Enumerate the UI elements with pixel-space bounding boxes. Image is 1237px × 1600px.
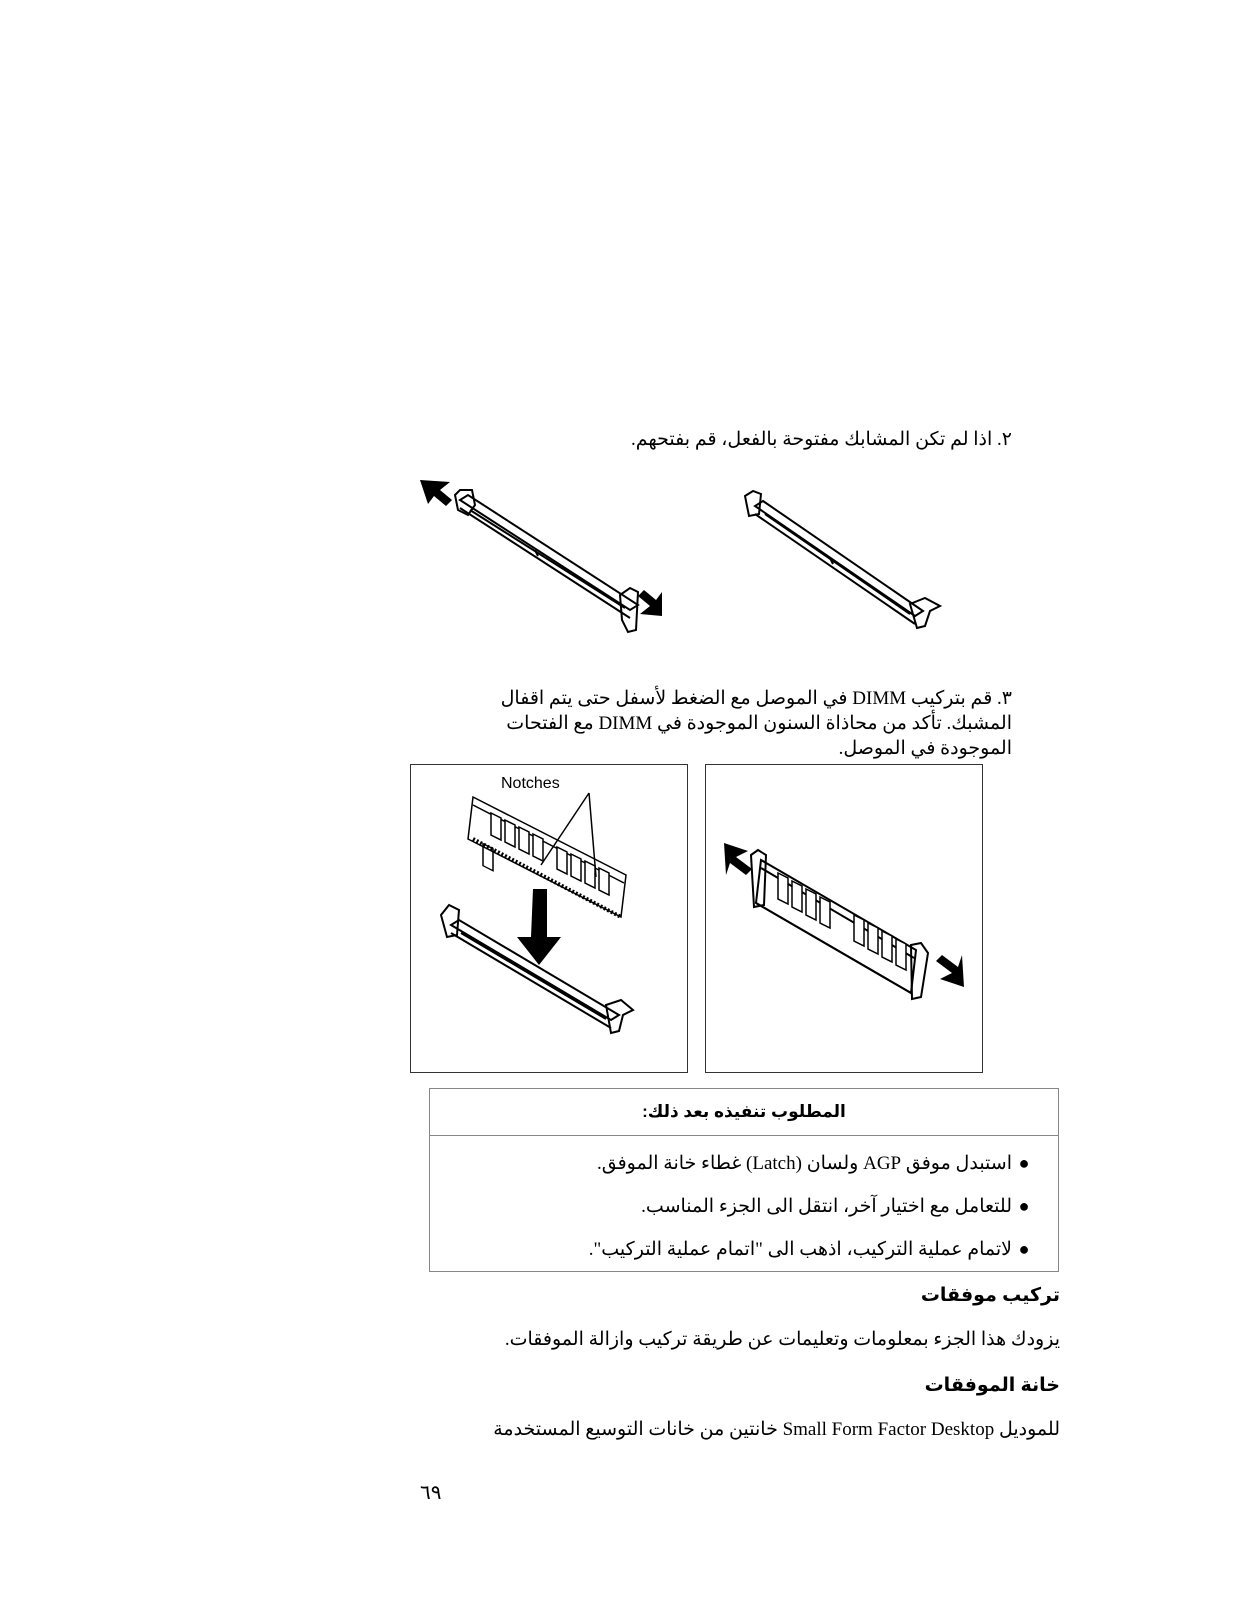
bullet-icon: ● — [1018, 1153, 1030, 1173]
bullet-icon: ● — [1018, 1239, 1030, 1259]
dimm-insert-figure — [410, 764, 688, 1073]
step-3-line-3: الموجودة في الموصل. — [838, 738, 1012, 759]
section-body-install-adapters: يزودك هذا الجزء بمعلومات وتعليمات عن طريقة تركيب وازالة الموفقات. — [504, 1329, 1060, 1350]
step-2-text: ٢. اذا لم تكن المشابك مفتوحة بالفعل، قم بفتحهم. — [631, 429, 1012, 450]
next-steps-item — [452, 1142, 1036, 1185]
next-steps-item — [452, 1185, 1036, 1228]
next-steps-header: المطلوب تنفيذه بعد ذلك: — [430, 1089, 1058, 1136]
dimm-slot-open-latches-figure — [410, 460, 680, 645]
dimm-seated-figure — [705, 764, 983, 1073]
next-steps-item-text: لاتمام عملية التركيب، اذهب الى "اتمام عملية التركيب". — [588, 1239, 1012, 1260]
step-3-line-2: المشبك. تأكد من محاذاة السنون الموجودة في DIMM مع الفتحات — [506, 713, 1012, 734]
section-heading-install-adapters: تركيب موفقات — [920, 1285, 1060, 1306]
section-heading-adapter-slots: خانة الموفقات — [924, 1375, 1060, 1396]
step-3-text — [500, 686, 1012, 761]
step-3-line-1: ٣. قم بتركيب DIMM في الموصل مع الضغط لأسفل حتى يتم اقفال — [500, 688, 1012, 709]
dimm-slot-figure — [735, 486, 955, 636]
notches-label: Notches — [501, 775, 560, 792]
next-steps-table — [429, 1088, 1059, 1272]
section-body-adapter-slots: للموديل Small Form Factor Desktop خانتين من خانات التوسيع المستخدمة — [493, 1419, 1060, 1440]
bullet-icon: ● — [1018, 1196, 1030, 1216]
next-steps-item — [452, 1228, 1036, 1271]
next-steps-item-text: استبدل موفق AGP ولسان (Latch) غطاء خانة الموفق. — [596, 1153, 1012, 1174]
page-number: ٦٩ — [420, 1480, 442, 1504]
next-steps-item-text: للتعامل مع اختيار آخر، انتقل الى الجزء المناسب. — [641, 1196, 1012, 1217]
next-steps-list — [430, 1136, 1058, 1271]
